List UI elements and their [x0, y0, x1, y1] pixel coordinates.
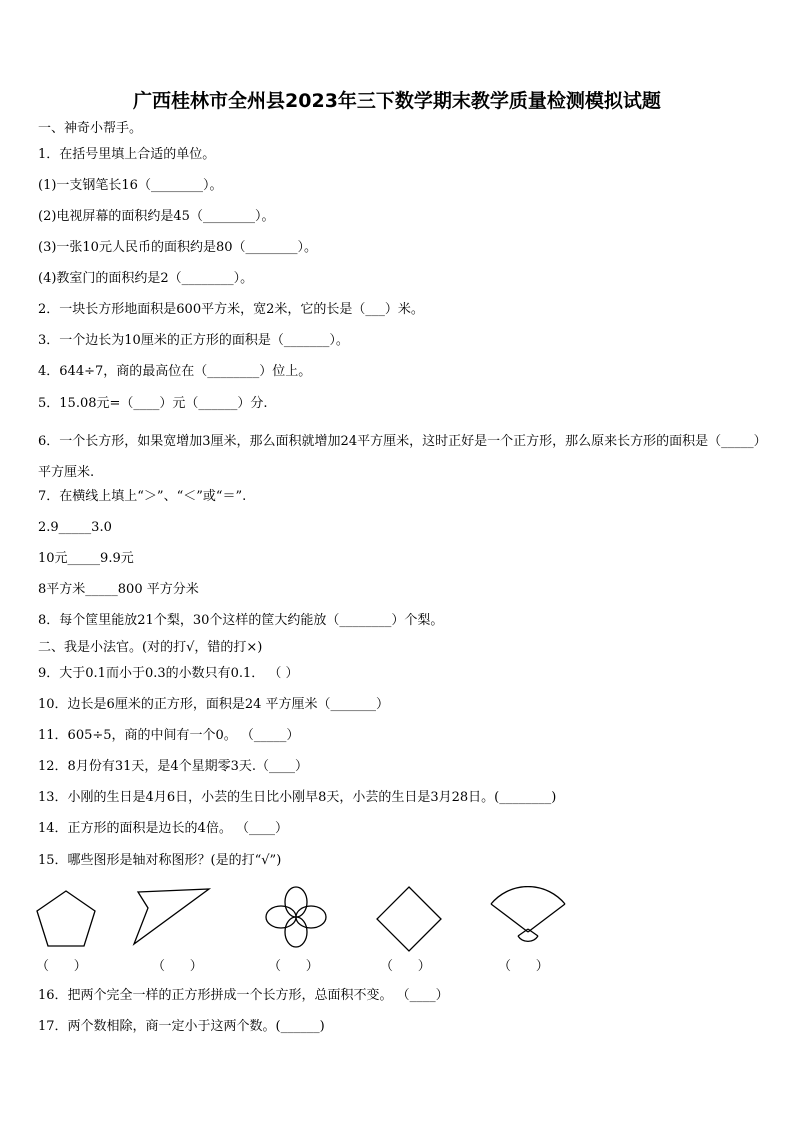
answer-paren-2[interactable]: （ ） [152, 959, 203, 974]
question-1-part-3: (3)一张10元人民币的面积约是80（________）。 [38, 240, 317, 255]
four-petal-flower-icon [264, 884, 328, 950]
question-2: 2．一块长方形地面积是600平方米，宽2米，它的长是（___）米。 [38, 302, 424, 317]
question-17: 17．两个数相除，商一定小于这两个数。(______) [38, 1019, 325, 1034]
question-7-item-1: 2.9_____3.0 [38, 520, 112, 535]
pentagon-icon [34, 888, 98, 950]
question-15: 15．哪些图形是轴对称图形？(是的打“√”) [38, 853, 282, 868]
question-7-item-2: 10元_____9.9元 [38, 551, 134, 566]
question-12: 12．8月份有31天，是4个星期零3天.（____） [38, 759, 309, 774]
question-9: 9．大于0.1而小于0.3的小数只有0.1． （ ） [38, 666, 299, 681]
question-16: 16．把两个完全一样的正方形拼成一个长方形，总面积不变。 （____） [38, 988, 449, 1003]
question-13: 13．小刚的生日是4月6日，小芸的生日比小刚早8天，小芸的生日是3月28日。(________) [38, 790, 557, 805]
question-1-part-1: (1)一支钢笔长16（________）。 [38, 178, 223, 193]
page-title: 广西桂林市全州县2023年三下数学期末教学质量检测模拟试题 [133, 90, 661, 112]
question-1: 1．在括号里填上合适的单位。 [38, 147, 216, 162]
rotated-square-icon [374, 884, 444, 954]
question-5: 5．15.08元=（____）元（______）分. [38, 396, 268, 411]
section-2-heading: 二、我是小法官。(对的打√，错的打×) [38, 640, 263, 655]
triangle-icon [130, 886, 212, 948]
question-7-item-3: 8平方米_____800 平方分米 [38, 582, 199, 597]
question-6: 6．一个长方形，如果宽增加3厘米，那么面积就增加24平方厘米，这时正好是一个正方形，那么原来长方形的面积是（_____）平方厘米. [38, 434, 761, 480]
answer-paren-1[interactable]: （ ） [36, 959, 87, 974]
answer-paren-5[interactable]: （ ） [498, 959, 549, 974]
question-3: 3．一个边长为10厘米的正方形的面积是（_______）。 [38, 333, 349, 348]
folding-fan-icon [486, 886, 570, 946]
question-8: 8．每个筐里能放21个梨，30个这样的筐大约能放（________）个梨。 [38, 613, 444, 628]
question-1-part-2: (2)电视屏幕的面积约是45（________）。 [38, 209, 275, 224]
question-4: 4．644÷7，商的最高位在（________）位上。 [38, 364, 312, 379]
question-11: 11．605÷5，商的中间有一个0。 （_____） [38, 728, 300, 743]
question-1-part-4: (4)教室门的面积约是2（________）。 [38, 271, 254, 286]
question-7: 7．在横线上填上“＞”、“＜”或“＝”. [38, 489, 247, 504]
question-14: 14．正方形的面积是边长的4倍。 （____） [38, 821, 288, 836]
question-10: 10．边长是6厘米的正方形，面积是24 平方厘米（_______） [38, 697, 389, 712]
answer-paren-3[interactable]: （ ） [268, 959, 319, 974]
answer-paren-4[interactable]: （ ） [380, 959, 431, 974]
section-1-heading: 一、神奇小帮手。 [38, 121, 143, 136]
